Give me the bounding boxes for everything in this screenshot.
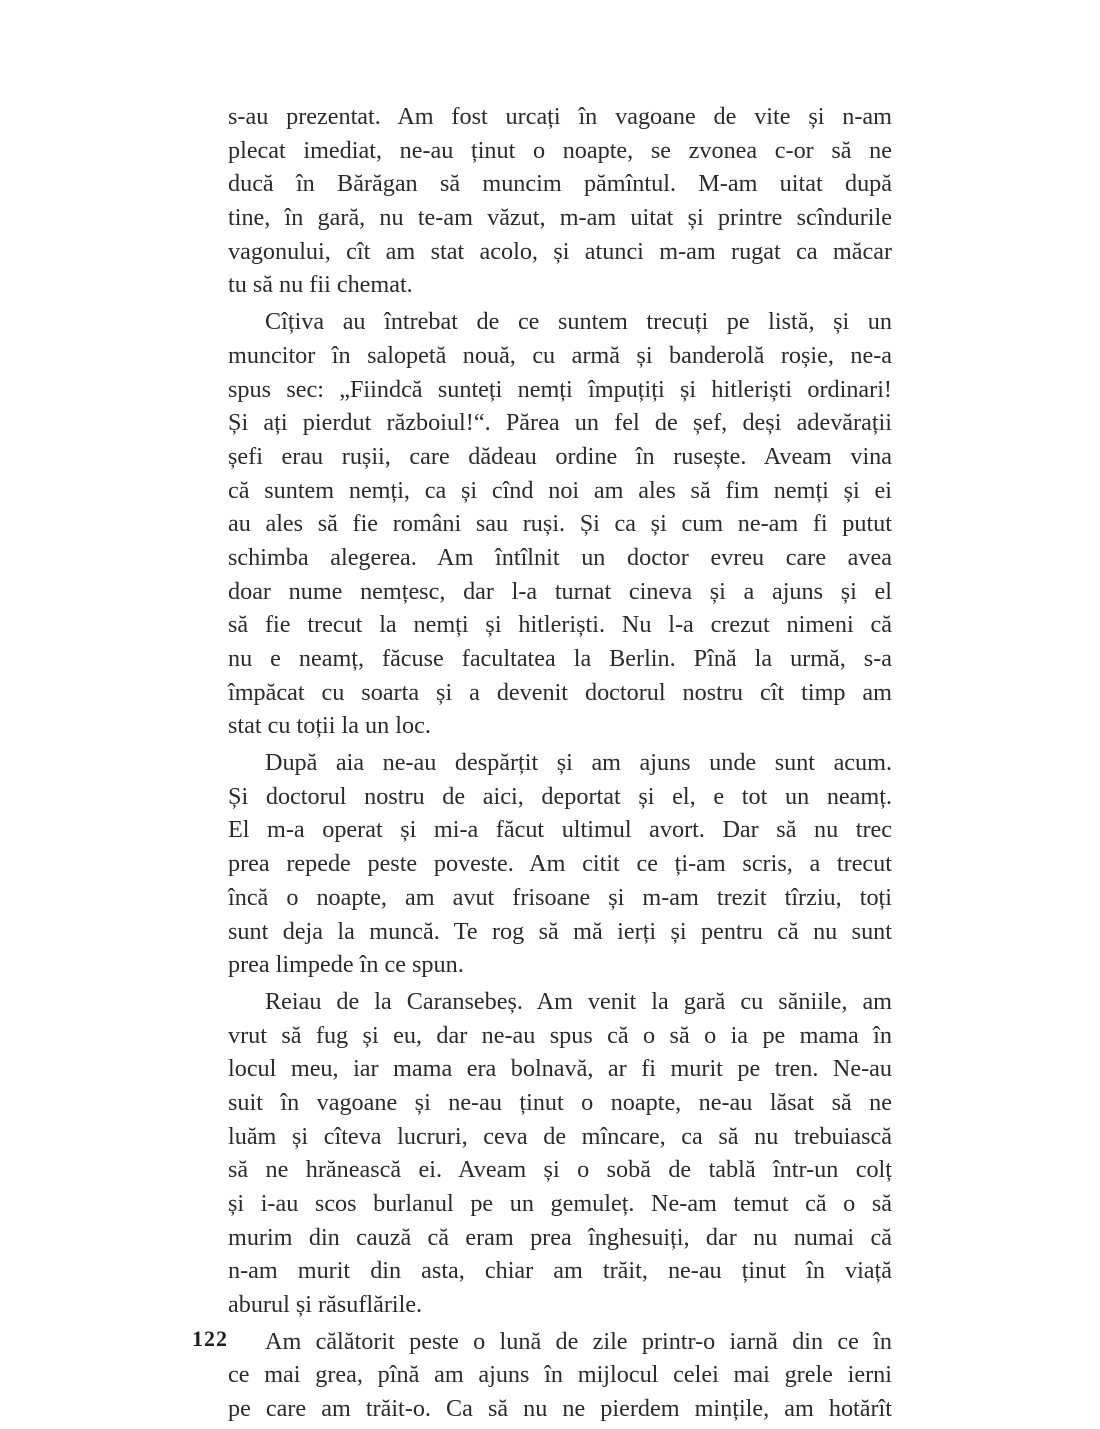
- text-line: împăcat cu soarta și a devenit doctorul nostru cît timp am: [228, 678, 892, 706]
- text-line: încă o noapte, am avut frisoane și m-am trezit tîrziu, toți: [228, 883, 892, 911]
- text-line: nu e neamț, făcuse facultatea la Berlin. Pînă la urmă, s-a: [228, 645, 892, 672]
- text-line: sunt deja la muncă. Te rog să mă ierți și pentru că nu sunt: [228, 917, 892, 945]
- text-line: După aia ne-au despărțit și am ajuns unde sunt acum.: [265, 749, 892, 777]
- text-line: muncitor în salopetă nouă, cu armă și banderolă roșie, ne-a: [228, 341, 892, 369]
- page-number: 122: [192, 1326, 228, 1351]
- text-line: n-am murit din asta, chiar am trăit, ne-au ținut în viață: [228, 1257, 892, 1285]
- paragraph-4: [228, 985, 892, 1322]
- text-line: luăm și cîteva lucruri, ceva de mîncare, ca să nu trebuiască: [228, 1122, 892, 1150]
- text-line: ducă în Bărăgan să muncim pămîntul. M-am uitat după: [228, 170, 892, 198]
- text-line: șefi erau rușii, care dădeau ordine în rusește. Aveam vina: [228, 442, 892, 470]
- paragraph-5: [228, 1325, 892, 1426]
- text-line: au ales să fie români sau ruși. Și ca și cum ne-am fi putut: [228, 510, 892, 538]
- text-line: doar nume nemțesc, dar l-a turnat cineva și a ajuns și el: [228, 577, 892, 605]
- body-text: [228, 100, 892, 1429]
- text-line: El m-a operat și mi-a făcut ultimul avort. Dar să nu trec: [228, 816, 892, 844]
- text-line: prea repede peste poveste. Am citit ce ți-am scris, a trecut: [228, 850, 892, 878]
- text-line: stat cu toții la un loc.: [228, 712, 431, 740]
- text-line: tine, în gară, nu te-am văzut, m-am uitat și printre scîndurile: [228, 204, 892, 232]
- text-line: și i-au scos burlanul pe un gemuleț. Ne-am temut că o să: [228, 1190, 892, 1217]
- text-line: să ne hrănească ei. Aveam și o sobă de tablă într-un colț: [228, 1156, 892, 1184]
- paragraph-3: [228, 746, 892, 982]
- text-line: pe care am trăit-o. Ca să nu ne pierdem mințile, am hotărît: [228, 1395, 892, 1423]
- text-line: Și doctorul nostru de aici, deportat și el, e tot un neamț.: [228, 782, 892, 810]
- text-line: Am călătorit peste o lună de zile printr-o iarnă din ce în: [265, 1327, 892, 1355]
- text-line: să fie trecut la nemți și hitleriști. Nu l-a crezut nimeni că: [228, 611, 892, 639]
- text-line: vagonului, cît am stat acolo, și atunci m-am rugat ca măcar: [228, 237, 892, 265]
- text-line: că suntem nemți, ca și cînd noi am ales să fim nemți și ei: [228, 476, 892, 504]
- text-line: spus sec: „Fiindcă sunteți nemți împuțiți și hitleriști ordinari!: [228, 375, 892, 403]
- text-line: Și ați pierdut războiul!“. Părea un fel de șef, deși adevărații: [228, 409, 892, 437]
- paragraph-2: [228, 305, 892, 743]
- text-line: tu să nu fii chemat.: [228, 271, 413, 299]
- text-line: vrut să fug și eu, dar ne-au spus că o să o ia pe mama în: [228, 1021, 892, 1049]
- text-line: aburul și răsuflările.: [228, 1291, 423, 1319]
- text-line: murim din cauză că eram prea înghesuiți, dar nu numai că: [228, 1223, 892, 1251]
- text-line: plecat imediat, ne-au ținut o noapte, se zvonea c-or să ne: [228, 136, 892, 164]
- text-line: Cîțiva au întrebat de ce suntem trecuți pe listă, și un: [265, 308, 892, 336]
- text-line: locul meu, iar mama era bolnavă, ar fi murit pe tren. Ne-au: [228, 1055, 892, 1083]
- text-line: s-au prezentat. Am fost urcați în vagoane de vite și n-am: [228, 103, 892, 130]
- text-line: schimba alegerea. Am întîlnit un doctor evreu care avea: [228, 543, 892, 571]
- text-line: Reiau de la Caransebeș. Am venit la gară cu săniile, am: [265, 987, 892, 1015]
- text-line: ce mai grea, pînă am ajuns în mijlocul celei mai grele ierni: [228, 1361, 892, 1389]
- text-line: prea limpede în ce spun.: [228, 951, 464, 979]
- text-line: suit în vagoane și ne-au ținut o noapte, ne-au lăsat să ne: [228, 1088, 892, 1116]
- paragraph-1: [228, 100, 892, 302]
